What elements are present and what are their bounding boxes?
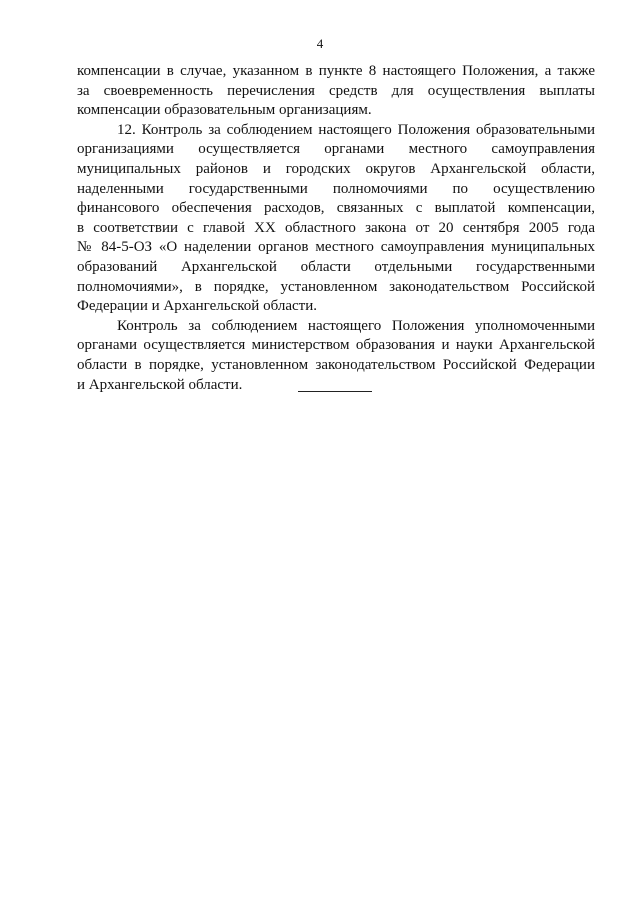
- text-line: компенсации в случае, указанном в пункте 8 настоящего Положения, а также: [77, 63, 595, 79]
- end-separator-line: [298, 391, 372, 392]
- text-line: наделенными государственными полномочиями по осуществлению: [77, 180, 595, 197]
- text-line: полномочиями», в порядке, установленном законодательством Российской: [77, 278, 595, 295]
- paragraph-12-first-line: 12. Контроль за соблюдением настоящего Положения образовательными: [117, 121, 595, 138]
- text-line: области в порядке, установленном законодательством Российской Федерации: [77, 356, 595, 373]
- document-body: [77, 62, 595, 395]
- text-line: органами осуществляется министерством образования и науки Архангельской: [77, 337, 595, 354]
- text-line: муниципальных районов и городских округов Архангельской области,: [77, 160, 595, 177]
- control-paragraph-first-line: Контроль за соблюдением настоящего Положения уполномоченными: [117, 317, 595, 334]
- text-line: Федерации и Архангельской области.: [77, 298, 317, 315]
- text-line: в соответствии с главой XX областного закона от 20 сентября 2005 года: [77, 219, 595, 236]
- text-line: за своевременность перечисления средств для осуществления выплаты: [77, 82, 595, 99]
- text-line: финансового обеспечения расходов, связанных с выплатой компенсации,: [77, 200, 595, 217]
- text-line: и Архангельской области.: [77, 376, 243, 393]
- text-line: № 84-5-ОЗ «О наделении органов местного самоуправления муниципальных: [77, 239, 595, 256]
- text-line: образований Архангельской области отдельными государственными: [77, 258, 595, 275]
- text-line: организациями осуществляется органами местного самоуправления: [77, 141, 595, 158]
- page-number: 4: [316, 36, 324, 51]
- text-line: компенсации образовательным организациям.: [77, 102, 372, 119]
